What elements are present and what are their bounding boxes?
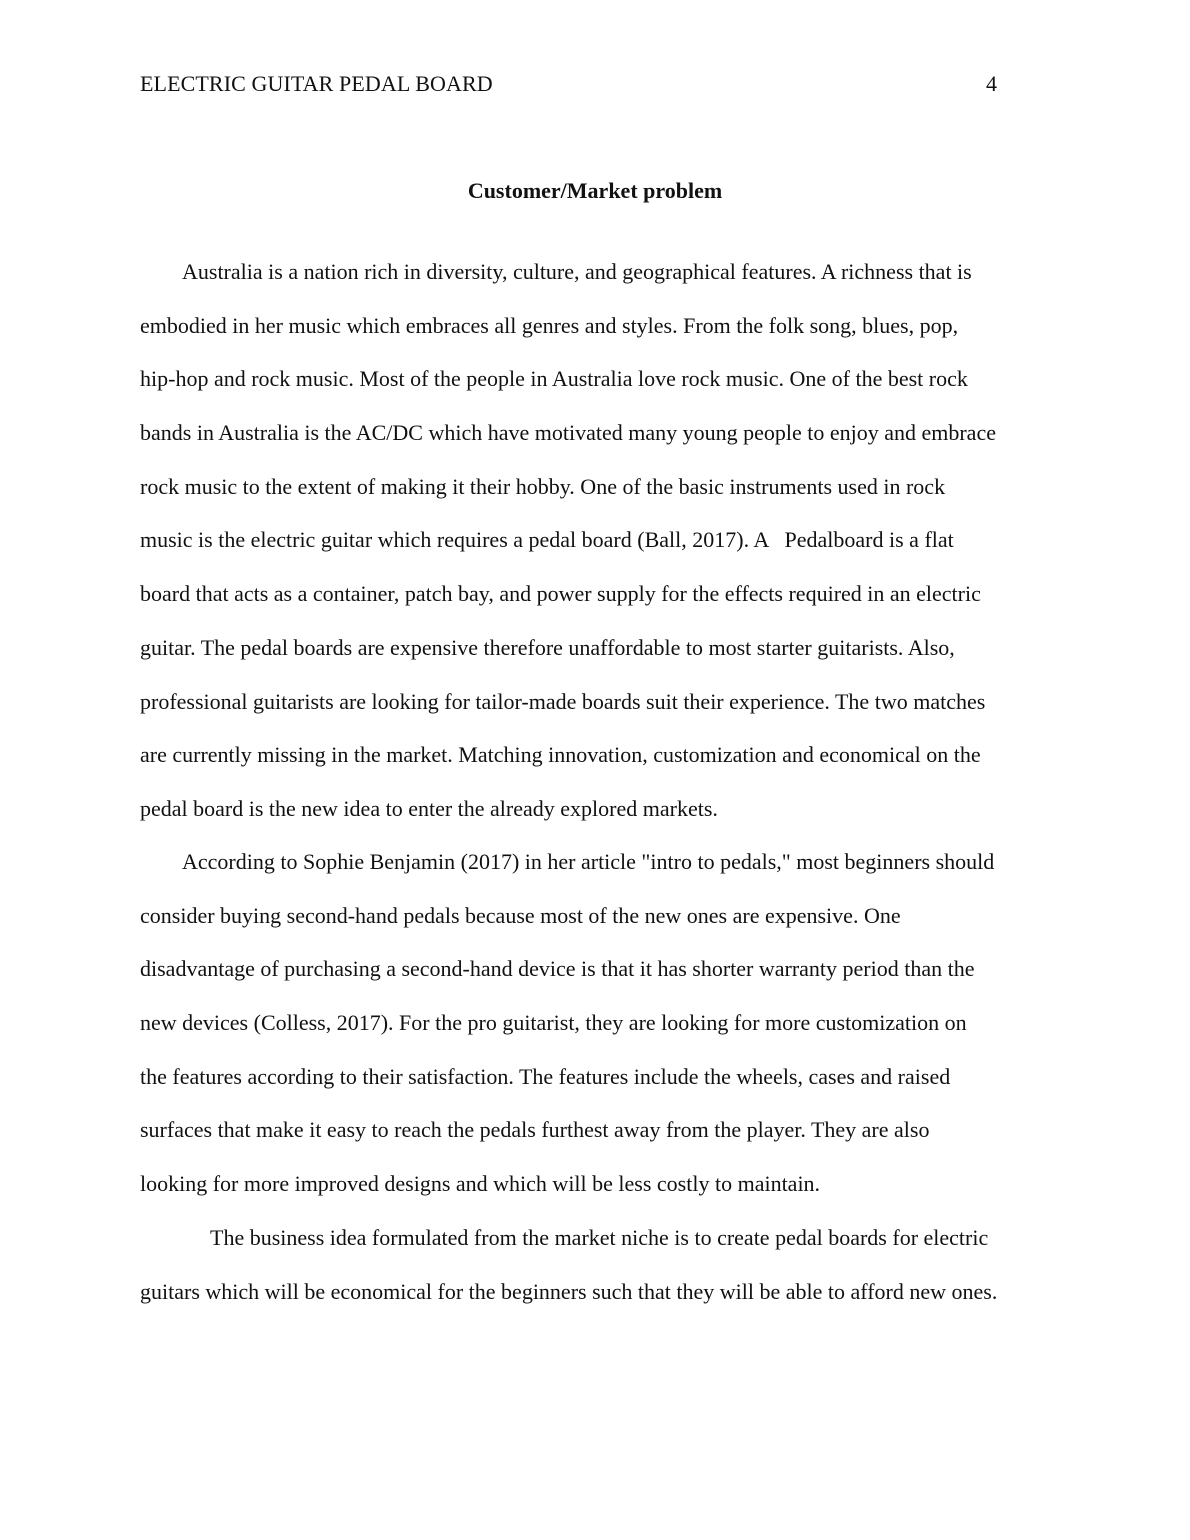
text-line: new devices (Colless, 2017). For the pro guitarist, they are looking for more customization on bbox=[140, 1010, 967, 1036]
paragraph-1 bbox=[140, 258, 1060, 849]
text-line: embodied in her music which embraces all genres and styles. From the folk song, blues, pop, bbox=[140, 312, 959, 338]
text-line: looking for more improved designs and which will be less costly to maintain. bbox=[140, 1171, 821, 1197]
running-head: ELECTRIC GUITAR PEDAL BOARD bbox=[140, 71, 493, 96]
text-line: bands in Australia is the AC/DC which have motivated many young people to enjoy and embrace bbox=[140, 420, 996, 446]
text-line: music is the electric guitar which requires a pedal board (Ball, 2017). A Pedalboard is a flat bbox=[140, 527, 954, 553]
page-number: 4 bbox=[986, 71, 997, 96]
text-line: Australia is a nation rich in diversity, culture, and geographical features. A richness that is bbox=[182, 259, 972, 284]
text-line: hip-hop and rock music. Most of the people in Australia love rock music. One of the best rock bbox=[140, 366, 968, 392]
text-line: guitar. The pedal boards are expensive therefore unaffordable to most starter guitarists. Also, bbox=[140, 634, 955, 660]
paragraph-3 bbox=[140, 1224, 1060, 1331]
text-line: guitars which will be economical for the beginners such that they will be able to afford new ones. bbox=[140, 1278, 998, 1304]
text-line: The business idea formulated from the market niche is to create pedal boards for electric bbox=[210, 1225, 989, 1250]
text-line: pedal board is the new idea to enter the already explored markets. bbox=[140, 795, 718, 821]
text-line: rock music to the extent of making it their hobby. One of the basic instruments used in rock bbox=[140, 473, 946, 499]
text-line: disadvantage of purchasing a second-hand device is that it has shorter warranty period than the bbox=[140, 956, 975, 982]
text-line: the features according to their satisfaction. The features include the wheels, cases and raised bbox=[140, 1063, 951, 1089]
section-title: Customer/Market problem bbox=[467, 178, 723, 203]
text-line: consider buying second-hand pedals because most of the new ones are expensive. One bbox=[140, 902, 901, 928]
paragraph-2 bbox=[140, 848, 1060, 1224]
text-line: surfaces that make it easy to reach the pedals furthest away from the player. They are also bbox=[140, 1117, 930, 1143]
text-line: are currently missing in the market. Matching innovation, customization and economical on the bbox=[140, 742, 981, 768]
text-line: board that acts as a container, patch bay, and power supply for the effects required in an electric bbox=[140, 581, 981, 607]
text-line: According to Sophie Benjamin (2017) in her article "intro to pedals," most beginners should bbox=[182, 849, 995, 874]
text-line: professional guitarists are looking for tailor-made boards suit their experience. The two matches bbox=[140, 688, 986, 714]
